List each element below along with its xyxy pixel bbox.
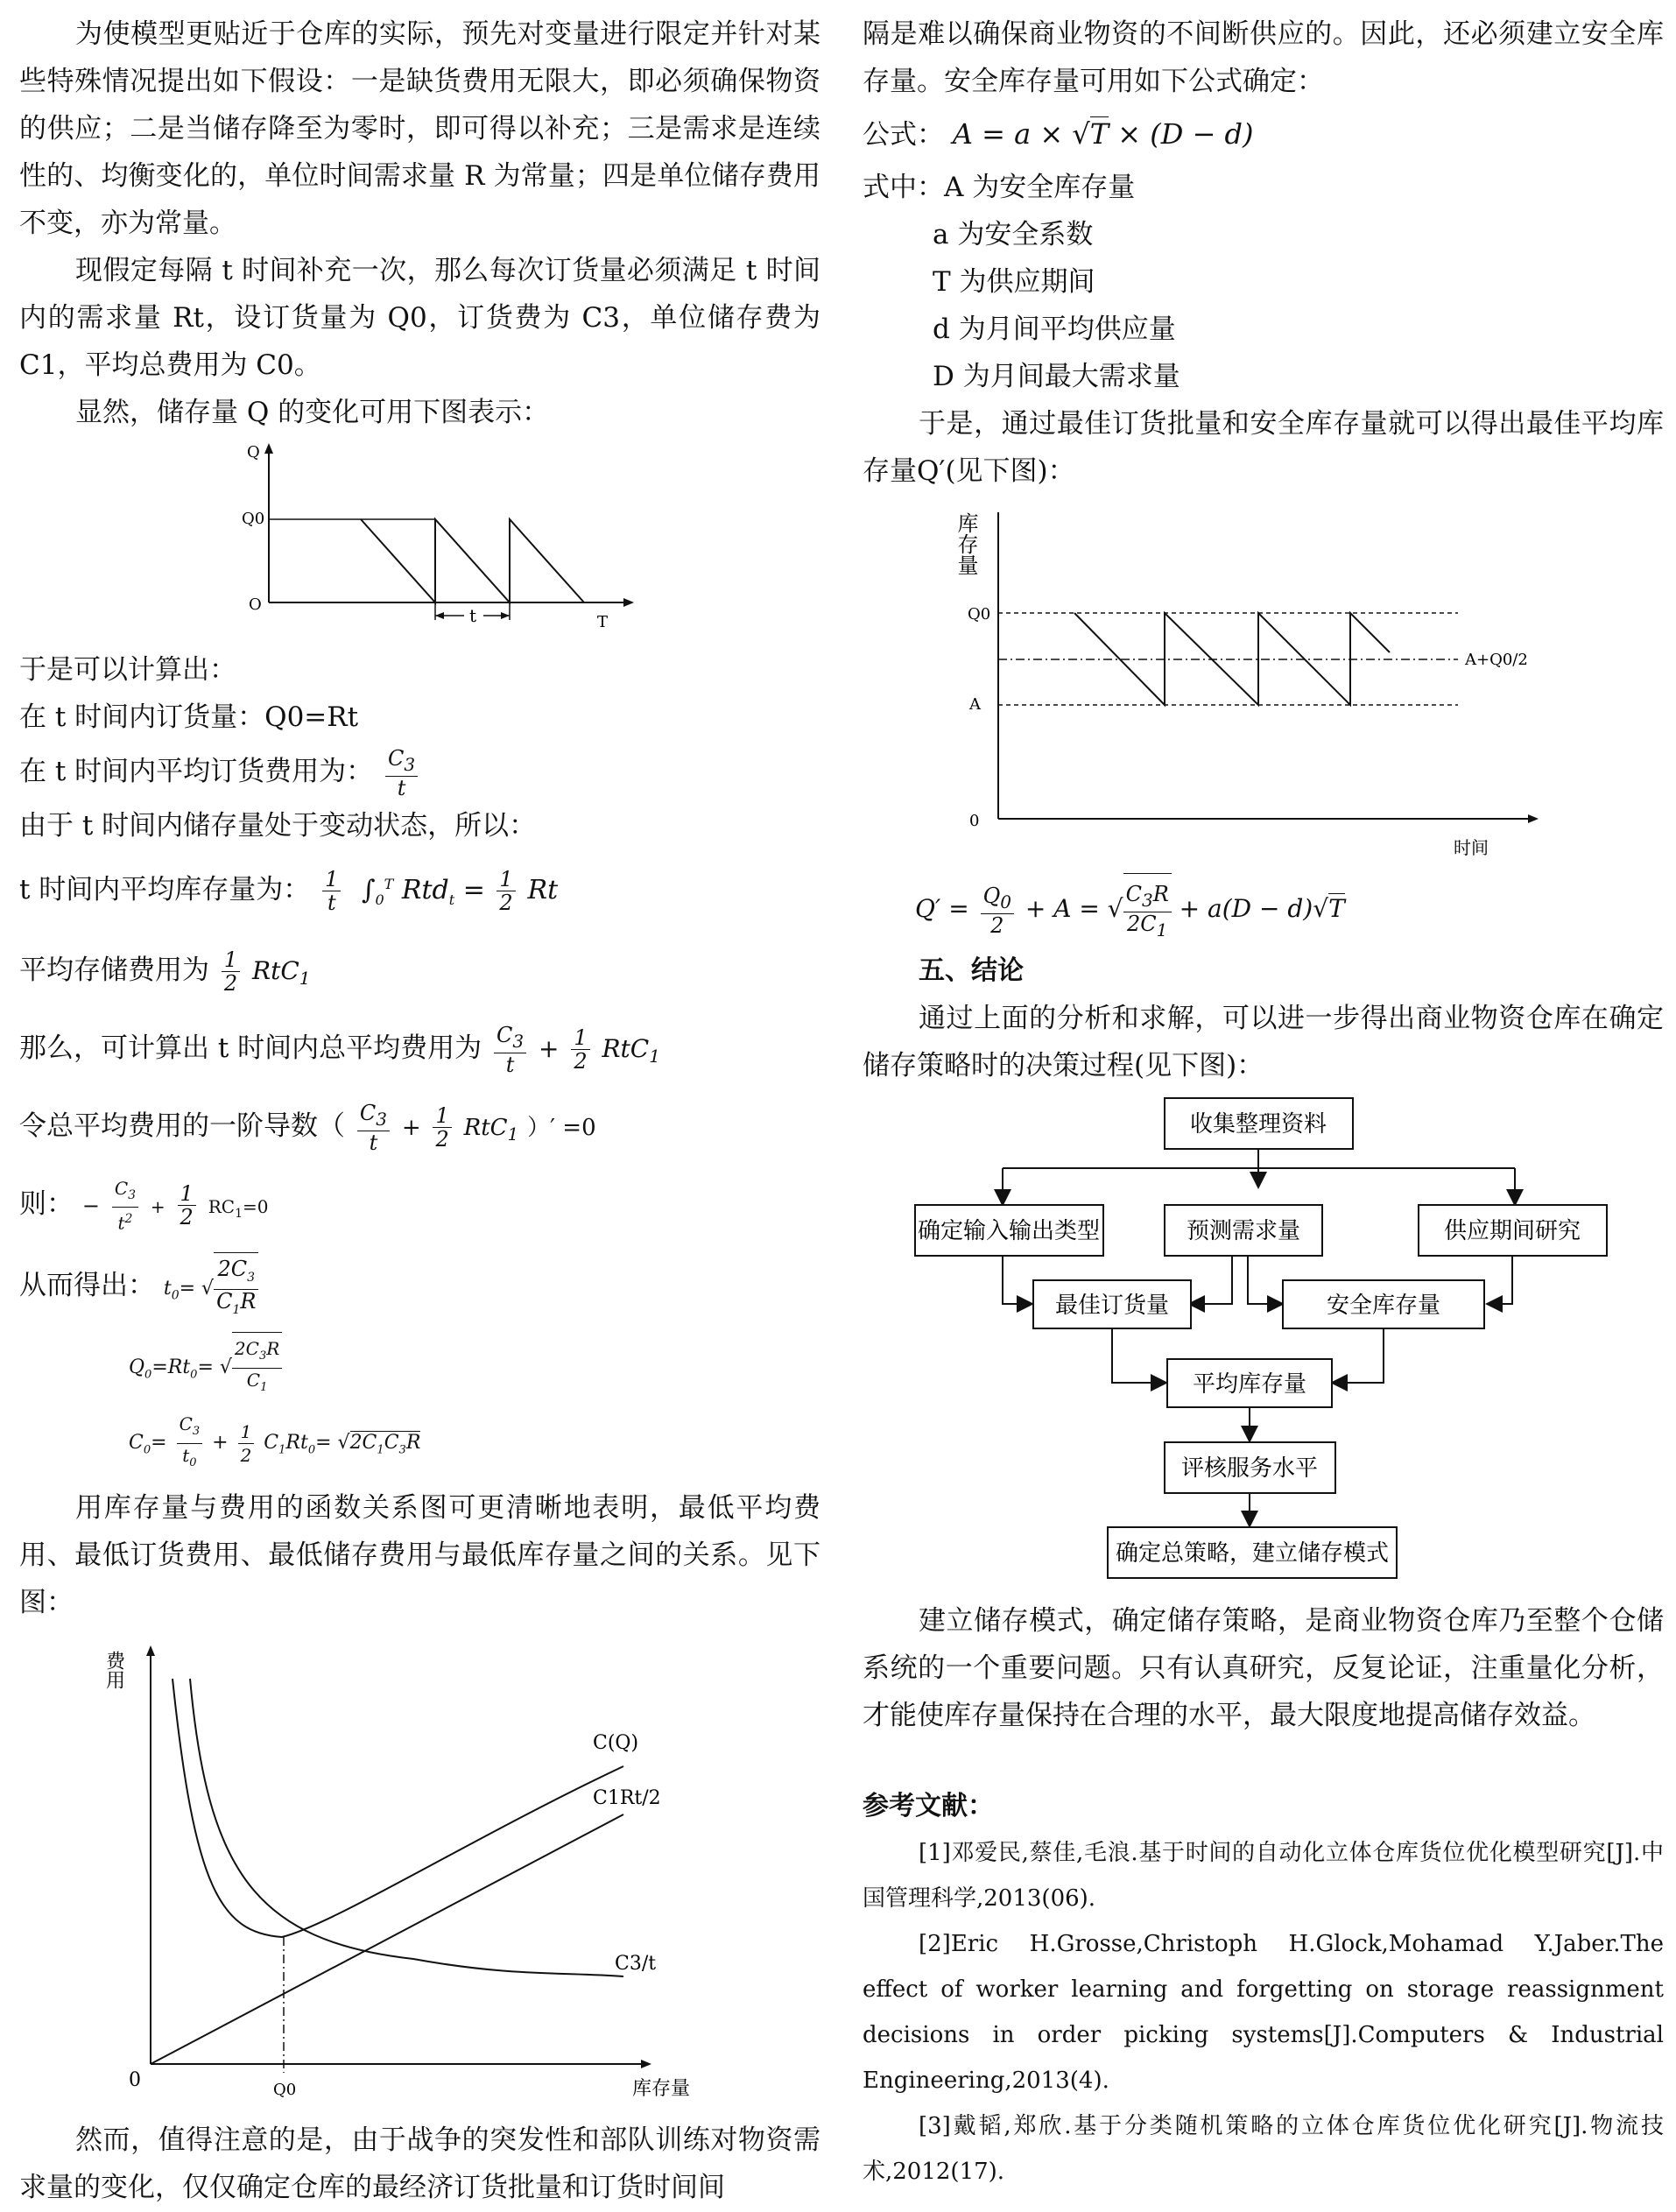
safety-formula-line <box>863 105 1664 164</box>
def-d-upper: D 为月间最大需求量 <box>933 361 1180 392</box>
best-avg-formula-line <box>915 871 1664 947</box>
half-fraction: $\frac{1}{2}$ <box>496 868 515 914</box>
then-half: $\frac{1}{2}$ <box>178 1182 196 1229</box>
deriv-half: $\frac{1}{2}$ <box>433 1104 451 1151</box>
fig3-origin-label: 0 <box>969 812 980 830</box>
figure-intro-text: 显然，储存量 Q 的变化可用下图表示： <box>75 397 550 428</box>
supply-period-label: 供应期间研究 <box>1443 1218 1581 1244</box>
calc-intro-text: 于是可以计算出： <box>19 654 236 686</box>
one-over-t-fraction: $\frac{1}{t}$ <box>322 868 341 914</box>
fig1-q0-label: Q0 <box>242 510 265 528</box>
t0-formula: $t_0=$ √ $\frac{2C_3}{C_1R}$ <box>164 1278 259 1300</box>
best-avg-formula: Q′ = $\frac{Q_0}{2}$ + A = √ $\frac{C_3R}{2C_1}$ + a(D − d)√T <box>915 894 1345 923</box>
fig3-mid-label: A+Q0/2 <box>1465 651 1528 669</box>
c0-formula: $C_0=$ $\frac{C_3}{t_0}$ + $\frac{1}{2}$ $C_1Rt_0= √2C_1C_3R$ <box>129 1412 421 1469</box>
io-type-label: 确定输入输出类型 <box>917 1218 1101 1244</box>
fig2-c3t-label: C3/t <box>615 1952 657 1975</box>
storage-half-fraction: $\frac{1}{2}$ <box>222 948 240 995</box>
c3-over-t-fraction: $\frac{C_3}{t}$ <box>385 747 418 800</box>
closing-paragraph: 建立储存模式，确定储存策略，是商业物资仓库乃至整个仓储系统的一个重要问题。只有认真研究，反复论证，注重量化分析，才能使库存量保持在合理的水平，最大限度地提高储存效益。 <box>863 1605 1664 1731</box>
avg-inventory-text: t 时间内平均库存量为： <box>19 874 311 905</box>
fig1-x-label: T <box>597 613 609 631</box>
replenish-paragraph: 现假定每隔 t 时间补充一次，那么每次订货量必须满足 t 时间内的需求量 Rt，设订货量为 Q0，订货费为 C3，单位储存费为 C1，平均总费用为 C0。 <box>19 255 820 381</box>
safety-formula: A = a × √T × (D − d) <box>952 117 1254 151</box>
derivative-tail: ）′ =0 <box>527 1115 596 1141</box>
fig1-origin-label: O <box>249 595 262 614</box>
where-line <box>863 164 1664 211</box>
fig2-y-label: 费用 <box>102 1650 125 1689</box>
fig3-q0-label: Q0 <box>968 605 991 623</box>
then-line <box>19 1169 820 1249</box>
c3-over-t2: $\frac{C_3}{t^2}$ <box>112 1177 138 1235</box>
derivative-text: 令总平均费用的一阶导数（ <box>19 1110 345 1142</box>
however-paragraph: 然而，值得注意的是，由于战争的突发性和部队训练对物资需求量的变化，仅仅确定仓库的最经济订货批量和订货时间间 <box>19 2124 820 2203</box>
deriv-rtc1: RtC$_1$ <box>463 1115 519 1145</box>
right-column <box>863 11 1664 2194</box>
references-heading: 参考文献： <box>863 1791 994 1821</box>
state-change-text: 由于 t 时间内储存量处于变动状态，所以： <box>19 810 537 842</box>
rt-term: Rt <box>527 875 559 905</box>
derivative-line <box>19 1091 820 1169</box>
fig2-origin-label: 0 <box>129 2068 141 2091</box>
where-label: 式中： <box>863 172 944 203</box>
plus-sign: + <box>539 1034 560 1063</box>
deriv-c3-over-t: $\frac{C_3}{t}$ <box>357 1102 390 1154</box>
rtc1-term: RtC$_1$ <box>252 956 311 989</box>
deriv-plus: + <box>401 1115 421 1141</box>
fig2-q0-label: Q0 <box>273 2080 297 2099</box>
evaluate-label: 评核服务水平 <box>1180 1455 1319 1482</box>
formula-label: 公式： <box>863 119 944 151</box>
fig3-x-label: 时间 <box>1454 837 1489 858</box>
avg-order-cost-line <box>19 741 820 802</box>
minus-sign: − <box>81 1194 100 1218</box>
total-half: $\frac{1}{2}$ <box>571 1026 589 1073</box>
then-rc1: $RC_1=0$ <box>208 1196 269 1221</box>
conclusion-heading: 五、结论 <box>919 955 1024 986</box>
thus-text: 从而得出： <box>19 1270 155 1301</box>
order-quantity-text: 在 t 时间内订货量：Q0=Rt <box>19 701 359 733</box>
fig3-y-label: 库存量 <box>954 512 978 575</box>
def-a-upper: A 为安全库存量 <box>944 172 1136 203</box>
assumptions-paragraph: 为使模型更贴近于仓库的实际，预先对变量进行限定并针对某些特殊情况提出如下假设：一是缺货费用无限大，即必须确保物资的供应；二是当储存降至为零时，即可得以补充；三是需求是连续性的、均衡变化的，单位时间需求量 R 为常量；四是单位储存费用不变，亦为常量。 <box>19 18 820 239</box>
def-d-lower: d 为月间平均供应量 <box>933 313 1176 345</box>
total-c3-over-t: $\frac{C_3}{t}$ <box>494 1024 526 1076</box>
total-rtc1: RtC$_1$ <box>602 1034 660 1067</box>
c0-formula-line <box>129 1410 820 1483</box>
reference-item: [2]Eric H.Grosse,Christoph H.Glock,Mohamad Y.Jaber.The effect of worker learning and forgetting on storage reassignment decisions in order picking systems[J].Computers & Industrial Engineering,2013(4). <box>863 1931 1664 2094</box>
decision-flowchart <box>863 1089 1664 1597</box>
fig1-t-label: t <box>469 605 477 626</box>
left-column <box>19 11 820 2211</box>
cost-relation-paragraph: 用库存量与费用的函数关系图可更清晰地表明，最低平均费用、最低订货费用、最低储存费用与最低库存量之间的关系。见下图： <box>19 1491 820 1618</box>
safety-stock-paragraph: 隔是难以确保商业物资的不间断供应的。因此，还必须建立安全库存量。安全库存量可用如下公式确定： <box>863 18 1664 97</box>
best-avg-stock-paragraph: 于是，通过最佳订货批量和安全库存量就可以得出最佳平均库存量Q′(见下图)： <box>863 408 1664 487</box>
fig3-a-label: A <box>969 695 981 714</box>
forecast-label: 预测需求量 <box>1186 1218 1301 1244</box>
safety-stock-figure <box>863 495 1664 871</box>
then-plus: + <box>150 1196 165 1217</box>
def-t: T 为供应期间 <box>933 266 1095 298</box>
total-cost-line <box>19 1013 820 1091</box>
safety-stock-label: 安全库存量 <box>1326 1293 1441 1319</box>
strategy-label: 确定总策略，建立储存模式 <box>1115 1540 1390 1567</box>
best-order-label: 最佳订货量 <box>1054 1293 1170 1319</box>
integral-expression: $\int_0^T$ Rtd$_t$ = <box>353 875 494 908</box>
total-cost-text: 那么，可计算出 t 时间内总平均费用为 <box>19 1032 482 1064</box>
avg-stock-label: 平均库存量 <box>1192 1371 1307 1398</box>
q0-formula-line <box>129 1332 820 1410</box>
q0-formula: $Q_0=Rt_0=$ √ $\frac{2C_3R}{C_1}$ <box>129 1356 282 1378</box>
thus-line <box>19 1249 820 1332</box>
fig2-x-label: 库存量 <box>632 2077 691 2100</box>
reference-item: [3]戴韬,郑欣.基于分类随机策略的立体仓库货位优化研究[J].物流技术,2012(17). <box>863 2113 1664 2185</box>
avg-order-cost-text: 在 t 时间内平均订货费用为： <box>19 756 374 787</box>
def-a-lower: a 为安全系数 <box>933 219 1094 250</box>
avg-inventory-line <box>19 849 820 935</box>
refs-spacer <box>863 1739 1664 1783</box>
fig1-y-label: Q <box>247 443 260 461</box>
avg-storage-cost-text: 平均存储费用为 <box>19 955 209 986</box>
cost-curve-figure <box>19 1626 820 2117</box>
then-text: 则： <box>19 1188 74 1220</box>
decision-intro-paragraph: 通过上面的分析和求解，可以进一步得出商业物资仓库在确定储存策略时的决策过程(见下图)： <box>863 1003 1664 1081</box>
reference-item: [1]邓爱民,蔡佳,毛浪.基于时间的自动化立体仓库货位优化模型研究[J].中国管理科学,2013(06). <box>863 1840 1664 1912</box>
avg-storage-cost-line <box>19 935 820 1013</box>
fig2-c1rt-label: C1Rt/2 <box>593 1786 661 1809</box>
collect-label: 收集整理资料 <box>1189 1111 1327 1138</box>
inventory-sawtooth-figure <box>221 436 781 646</box>
fig2-cq-label: C(Q) <box>593 1731 639 1754</box>
